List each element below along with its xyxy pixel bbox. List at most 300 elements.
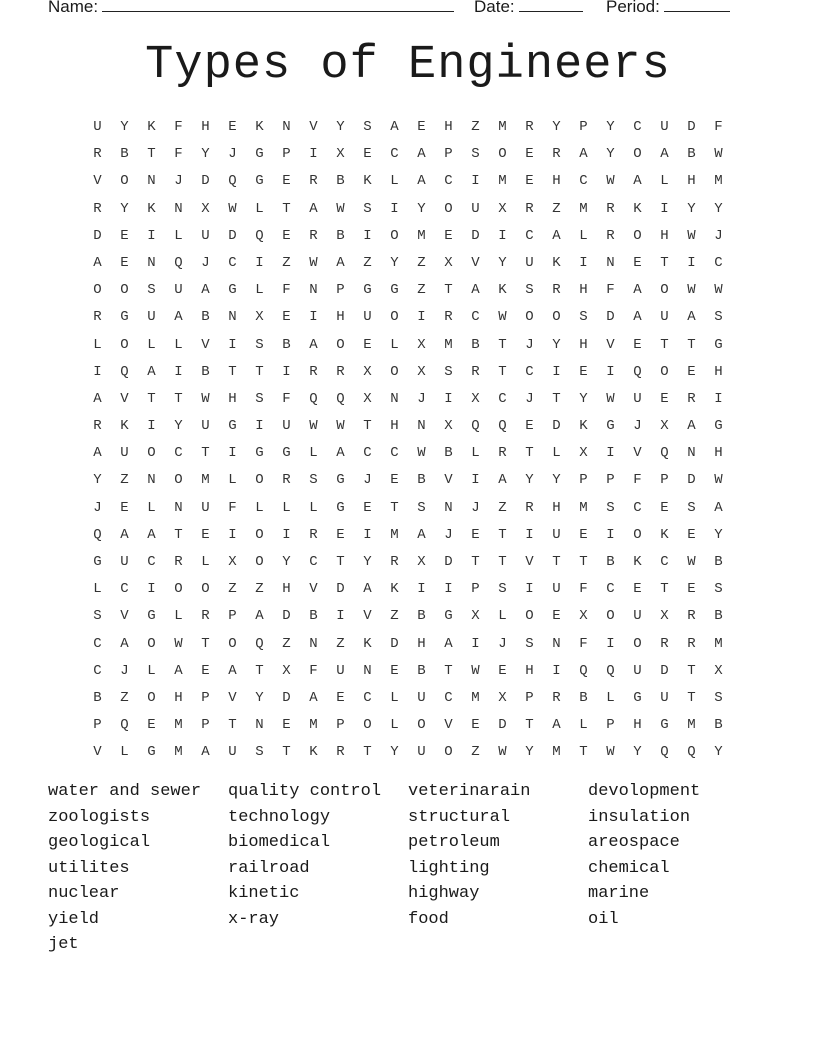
grid-letter[interactable]: C (606, 581, 615, 598)
grid-letter[interactable]: A (498, 472, 507, 489)
grid-letter[interactable]: N (417, 418, 426, 435)
grid-letter[interactable]: L (390, 689, 399, 706)
grid-letter[interactable]: S (471, 146, 480, 163)
grid-letter[interactable]: K (255, 119, 264, 135)
grid-letter[interactable]: S (417, 499, 426, 516)
grid-letter[interactable]: E (390, 662, 399, 679)
grid-letter[interactable]: Z (417, 282, 426, 299)
grid-letter[interactable]: H (579, 282, 588, 299)
grid-letter[interactable]: T (174, 526, 183, 543)
grid-letter[interactable]: L (174, 227, 183, 244)
grid-letter[interactable]: S (444, 363, 453, 380)
grid-letter[interactable]: E (579, 363, 588, 380)
grid-letter[interactable]: O (444, 744, 453, 761)
grid-letter[interactable]: U (228, 744, 237, 761)
grid-letter[interactable]: W (201, 390, 210, 407)
grid-letter[interactable]: Y (336, 119, 345, 135)
grid-letter[interactable]: V (309, 581, 318, 598)
grid-letter[interactable]: U (525, 254, 534, 271)
grid-letter[interactable]: Y (120, 200, 129, 217)
grid-letter[interactable]: W (174, 635, 183, 652)
grid-letter[interactable]: Q (579, 662, 588, 679)
grid-letter[interactable]: M (444, 336, 453, 353)
grid-letter[interactable]: B (201, 309, 210, 326)
grid-letter[interactable]: U (201, 418, 210, 435)
grid-letter[interactable]: M (309, 717, 318, 734)
grid-letter[interactable]: L (120, 744, 129, 761)
grid-letter[interactable]: U (282, 418, 291, 435)
grid-letter[interactable]: V (525, 554, 534, 570)
grid-letter[interactable]: X (363, 390, 372, 407)
grid-letter[interactable]: J (174, 173, 183, 190)
grid-letter[interactable]: R (174, 554, 183, 570)
grid-letter[interactable]: B (120, 146, 129, 163)
grid-letter[interactable]: C (174, 445, 183, 462)
grid-letter[interactable]: O (606, 608, 615, 625)
grid-letter[interactable]: C (93, 635, 102, 652)
grid-letter[interactable]: I (147, 227, 156, 244)
grid-letter[interactable]: I (363, 526, 372, 543)
grid-letter[interactable]: O (255, 554, 264, 570)
grid-letter[interactable]: E (201, 526, 210, 543)
grid-letter[interactable]: D (552, 418, 561, 435)
grid-letter[interactable]: A (633, 173, 642, 190)
grid-letter[interactable]: A (660, 146, 669, 163)
grid-letter[interactable]: K (309, 744, 318, 761)
grid-letter[interactable]: I (606, 635, 615, 652)
grid-letter[interactable]: A (93, 254, 102, 271)
grid-letter[interactable]: K (633, 200, 642, 217)
grid-letter[interactable]: A (336, 445, 345, 462)
grid-letter[interactable]: T (147, 146, 156, 163)
grid-letter[interactable]: I (363, 227, 372, 244)
grid-letter[interactable]: G (660, 717, 669, 734)
grid-letter[interactable]: J (525, 336, 534, 353)
grid-letter[interactable]: I (282, 363, 291, 380)
grid-letter[interactable]: Y (120, 119, 129, 135)
grid-letter[interactable]: I (606, 363, 615, 380)
grid-letter[interactable]: R (552, 146, 561, 163)
grid-letter[interactable]: B (471, 336, 480, 353)
grid-letter[interactable]: B (201, 363, 210, 380)
grid-letter[interactable]: G (444, 608, 453, 625)
grid-letter[interactable]: E (660, 390, 669, 407)
grid-letter[interactable]: N (552, 635, 561, 652)
grid-letter[interactable]: E (498, 662, 507, 679)
grid-letter[interactable]: A (363, 581, 372, 598)
grid-letter[interactable]: C (309, 554, 318, 570)
grid-letter[interactable]: I (606, 445, 615, 462)
grid-letter[interactable]: R (552, 689, 561, 706)
grid-letter[interactable]: Q (498, 418, 507, 435)
grid-letter[interactable]: C (660, 554, 669, 570)
grid-letter[interactable]: H (660, 227, 669, 244)
grid-letter[interactable]: I (417, 309, 426, 326)
grid-letter[interactable]: Y (525, 472, 534, 489)
grid-letter[interactable]: S (147, 282, 156, 299)
grid-letter[interactable]: D (444, 554, 453, 570)
grid-letter[interactable]: G (228, 282, 237, 299)
grid-letter[interactable]: F (606, 282, 615, 299)
grid-letter[interactable]: L (255, 282, 264, 299)
grid-letter[interactable]: A (174, 662, 183, 679)
grid-letter[interactable]: E (633, 254, 642, 271)
grid-letter[interactable]: E (120, 254, 129, 271)
grid-letter[interactable]: C (444, 173, 453, 190)
grid-letter[interactable]: N (147, 254, 156, 271)
grid-letter[interactable]: L (606, 689, 615, 706)
grid-letter[interactable]: Y (714, 200, 723, 217)
grid-letter[interactable]: U (174, 282, 183, 299)
grid-letter[interactable]: X (417, 363, 426, 380)
grid-letter[interactable]: Y (606, 146, 615, 163)
grid-letter[interactable]: I (444, 390, 453, 407)
grid-letter[interactable]: N (228, 309, 237, 326)
grid-letter[interactable]: E (471, 526, 480, 543)
grid-letter[interactable]: E (336, 689, 345, 706)
grid-letter[interactable]: A (471, 282, 480, 299)
grid-letter[interactable]: H (336, 309, 345, 326)
grid-letter[interactable]: O (120, 282, 129, 299)
grid-letter[interactable]: I (525, 581, 534, 598)
grid-letter[interactable]: O (147, 689, 156, 706)
grid-letter[interactable]: A (579, 146, 588, 163)
grid-letter[interactable]: R (93, 200, 102, 217)
grid-letter[interactable]: E (363, 336, 372, 353)
grid-letter[interactable]: D (93, 227, 102, 244)
grid-letter[interactable]: P (336, 717, 345, 734)
period-blank[interactable] (664, 0, 730, 12)
grid-letter[interactable]: E (120, 227, 129, 244)
grid-letter[interactable]: B (309, 608, 318, 625)
grid-letter[interactable]: U (633, 662, 642, 679)
grid-letter[interactable]: Z (120, 689, 129, 706)
grid-letter[interactable]: E (579, 526, 588, 543)
grid-letter[interactable]: H (552, 499, 561, 516)
grid-letter[interactable]: I (552, 662, 561, 679)
grid-letter[interactable]: B (444, 445, 453, 462)
grid-letter[interactable]: P (201, 689, 210, 706)
grid-letter[interactable]: K (147, 119, 156, 135)
grid-letter[interactable]: W (336, 200, 345, 217)
grid-letter[interactable]: R (93, 146, 102, 163)
grid-letter[interactable]: D (687, 472, 696, 489)
grid-letter[interactable]: O (201, 581, 210, 598)
grid-letter[interactable]: N (606, 254, 615, 271)
grid-letter[interactable]: G (147, 744, 156, 761)
grid-letter[interactable]: F (174, 146, 183, 163)
grid-letter[interactable]: E (660, 499, 669, 516)
grid-letter[interactable]: U (660, 119, 669, 135)
grid-letter[interactable]: R (282, 472, 291, 489)
date-blank[interactable] (519, 0, 583, 12)
grid-letter[interactable]: Y (417, 200, 426, 217)
grid-letter[interactable]: A (201, 282, 210, 299)
grid-letter[interactable]: S (363, 200, 372, 217)
grid-letter[interactable]: M (390, 526, 399, 543)
grid-letter[interactable]: H (714, 445, 723, 462)
grid-letter[interactable]: T (390, 499, 399, 516)
grid-letter[interactable]: O (174, 472, 183, 489)
grid-letter[interactable]: G (228, 418, 237, 435)
grid-letter[interactable]: G (336, 499, 345, 516)
grid-letter[interactable]: B (417, 662, 426, 679)
grid-letter[interactable]: X (417, 336, 426, 353)
grid-letter[interactable]: A (201, 744, 210, 761)
grid-letter[interactable]: N (147, 472, 156, 489)
grid-letter[interactable]: R (309, 227, 318, 244)
grid-letter[interactable]: I (471, 472, 480, 489)
grid-letter[interactable]: R (498, 445, 507, 462)
grid-letter[interactable]: A (93, 390, 102, 407)
grid-letter[interactable]: G (147, 608, 156, 625)
grid-letter[interactable]: N (309, 635, 318, 652)
grid-letter[interactable]: M (714, 173, 723, 190)
grid-letter[interactable]: T (660, 254, 669, 271)
grid-letter[interactable]: E (552, 608, 561, 625)
grid-letter[interactable]: G (282, 445, 291, 462)
grid-letter[interactable]: R (471, 363, 480, 380)
grid-letter[interactable]: U (417, 689, 426, 706)
grid-letter[interactable]: O (147, 635, 156, 652)
grid-letter[interactable]: O (633, 635, 642, 652)
grid-letter[interactable]: J (93, 499, 102, 516)
grid-letter[interactable]: X (498, 689, 507, 706)
grid-letter[interactable]: D (201, 173, 210, 190)
grid-letter[interactable]: J (444, 526, 453, 543)
grid-letter[interactable]: T (336, 554, 345, 570)
grid-letter[interactable]: U (633, 390, 642, 407)
grid-letter[interactable]: C (390, 146, 399, 163)
grid-letter[interactable]: T (363, 744, 372, 761)
grid-letter[interactable]: C (633, 119, 642, 135)
grid-letter[interactable]: Z (120, 472, 129, 489)
grid-letter[interactable]: X (255, 309, 264, 326)
grid-letter[interactable]: I (606, 526, 615, 543)
grid-letter[interactable]: P (444, 146, 453, 163)
grid-letter[interactable]: T (228, 363, 237, 380)
grid-letter[interactable]: Q (120, 717, 129, 734)
grid-letter[interactable]: E (282, 227, 291, 244)
grid-letter[interactable]: Z (498, 499, 507, 516)
grid-letter[interactable]: G (606, 418, 615, 435)
grid-letter[interactable]: A (390, 119, 399, 135)
grid-letter[interactable]: I (417, 581, 426, 598)
grid-letter[interactable]: U (471, 200, 480, 217)
grid-letter[interactable]: C (444, 689, 453, 706)
grid-letter[interactable]: O (120, 336, 129, 353)
grid-letter[interactable]: D (606, 309, 615, 326)
grid-letter[interactable]: U (93, 119, 102, 135)
grid-letter[interactable]: H (552, 173, 561, 190)
grid-letter[interactable]: M (498, 173, 507, 190)
grid-letter[interactable]: U (120, 554, 129, 570)
grid-letter[interactable]: I (714, 390, 723, 407)
grid-letter[interactable]: O (120, 173, 129, 190)
grid-letter[interactable]: W (336, 418, 345, 435)
grid-letter[interactable]: C (390, 445, 399, 462)
grid-letter[interactable]: C (525, 227, 534, 244)
grid-letter[interactable]: T (552, 554, 561, 570)
grid-letter[interactable]: T (147, 390, 156, 407)
grid-letter[interactable]: Y (201, 146, 210, 163)
grid-letter[interactable]: A (417, 146, 426, 163)
grid-letter[interactable]: O (660, 363, 669, 380)
grid-letter[interactable]: L (255, 200, 264, 217)
grid-letter[interactable]: O (255, 526, 264, 543)
grid-letter[interactable]: H (201, 119, 210, 135)
grid-letter[interactable]: W (471, 662, 480, 679)
grid-letter[interactable]: I (282, 526, 291, 543)
grid-letter[interactable]: E (525, 173, 534, 190)
grid-letter[interactable]: C (120, 581, 129, 598)
grid-letter[interactable]: K (552, 254, 561, 271)
grid-letter[interactable]: M (498, 119, 507, 135)
grid-letter[interactable]: Y (552, 336, 561, 353)
grid-letter[interactable]: C (363, 445, 372, 462)
grid-letter[interactable]: X (228, 554, 237, 570)
grid-letter[interactable]: R (660, 635, 669, 652)
grid-letter[interactable]: Z (363, 254, 372, 271)
grid-letter[interactable]: Q (336, 390, 345, 407)
grid-letter[interactable]: T (201, 445, 210, 462)
grid-letter[interactable]: M (579, 200, 588, 217)
grid-letter[interactable]: L (282, 499, 291, 516)
grid-letter[interactable]: O (255, 472, 264, 489)
grid-letter[interactable]: Z (282, 254, 291, 271)
grid-letter[interactable]: G (255, 146, 264, 163)
grid-letter[interactable]: B (714, 717, 723, 734)
grid-letter[interactable]: T (228, 717, 237, 734)
grid-letter[interactable]: D (471, 227, 480, 244)
grid-letter[interactable]: R (309, 173, 318, 190)
grid-letter[interactable]: F (228, 499, 237, 516)
grid-letter[interactable]: M (552, 744, 561, 761)
grid-letter[interactable]: U (660, 309, 669, 326)
grid-letter[interactable]: P (606, 717, 615, 734)
grid-letter[interactable]: T (444, 282, 453, 299)
grid-letter[interactable]: P (471, 581, 480, 598)
grid-letter[interactable]: Q (174, 254, 183, 271)
grid-letter[interactable]: F (579, 635, 588, 652)
grid-letter[interactable]: O (363, 717, 372, 734)
grid-letter[interactable]: X (444, 254, 453, 271)
grid-letter[interactable]: N (687, 445, 696, 462)
grid-letter[interactable]: H (390, 418, 399, 435)
grid-letter[interactable]: M (174, 744, 183, 761)
grid-letter[interactable]: O (552, 309, 561, 326)
grid-letter[interactable]: P (93, 717, 102, 734)
grid-letter[interactable]: W (228, 200, 237, 217)
grid-letter[interactable]: K (633, 554, 642, 570)
grid-letter[interactable]: G (363, 282, 372, 299)
grid-letter[interactable]: B (579, 689, 588, 706)
grid-letter[interactable]: W (498, 744, 507, 761)
grid-letter[interactable]: J (525, 390, 534, 407)
grid-letter[interactable]: N (174, 200, 183, 217)
grid-letter[interactable]: M (174, 717, 183, 734)
grid-letter[interactable]: O (174, 581, 183, 598)
grid-letter[interactable]: I (309, 146, 318, 163)
grid-letter[interactable]: Z (417, 254, 426, 271)
grid-letter[interactable]: I (552, 363, 561, 380)
grid-letter[interactable]: V (606, 336, 615, 353)
grid-letter[interactable]: T (498, 363, 507, 380)
grid-letter[interactable]: F (633, 472, 642, 489)
grid-letter[interactable]: H (444, 119, 453, 135)
grid-letter[interactable]: A (174, 309, 183, 326)
grid-letter[interactable]: V (633, 445, 642, 462)
grid-letter[interactable]: X (282, 662, 291, 679)
grid-letter[interactable]: S (309, 472, 318, 489)
grid-letter[interactable]: B (336, 173, 345, 190)
grid-letter[interactable]: W (606, 390, 615, 407)
grid-letter[interactable]: H (417, 635, 426, 652)
grid-letter[interactable]: S (498, 581, 507, 598)
grid-letter[interactable]: L (579, 227, 588, 244)
grid-letter[interactable]: Q (120, 363, 129, 380)
grid-letter[interactable]: L (147, 662, 156, 679)
grid-letter[interactable]: S (579, 309, 588, 326)
grid-letter[interactable]: M (471, 689, 480, 706)
grid-letter[interactable]: E (687, 363, 696, 380)
grid-letter[interactable]: V (201, 336, 210, 353)
grid-letter[interactable]: G (120, 309, 129, 326)
grid-letter[interactable]: Y (93, 472, 102, 489)
grid-letter[interactable]: Z (471, 119, 480, 135)
grid-letter[interactable]: R (336, 744, 345, 761)
grid-letter[interactable]: R (444, 309, 453, 326)
grid-letter[interactable]: G (255, 173, 264, 190)
grid-letter[interactable]: X (660, 418, 669, 435)
grid-letter[interactable]: W (309, 418, 318, 435)
grid-letter[interactable]: A (687, 309, 696, 326)
grid-letter[interactable]: I (498, 227, 507, 244)
grid-letter[interactable]: G (255, 445, 264, 462)
grid-letter[interactable]: A (336, 254, 345, 271)
grid-letter[interactable]: L (147, 499, 156, 516)
grid-letter[interactable]: Q (255, 635, 264, 652)
grid-letter[interactable]: V (120, 608, 129, 625)
grid-letter[interactable]: E (282, 309, 291, 326)
grid-letter[interactable]: A (633, 282, 642, 299)
grid-letter[interactable]: O (93, 282, 102, 299)
grid-letter[interactable]: P (606, 472, 615, 489)
grid-letter[interactable]: Y (714, 744, 723, 761)
grid-letter[interactable]: Y (363, 554, 372, 570)
grid-letter[interactable]: S (255, 390, 264, 407)
grid-letter[interactable]: V (93, 173, 102, 190)
grid-letter[interactable]: K (363, 635, 372, 652)
grid-letter[interactable]: I (660, 200, 669, 217)
grid-letter[interactable]: L (498, 608, 507, 625)
grid-letter[interactable]: W (687, 282, 696, 299)
grid-letter[interactable]: T (552, 390, 561, 407)
grid-letter[interactable]: R (336, 363, 345, 380)
grid-letter[interactable]: O (228, 635, 237, 652)
grid-letter[interactable]: L (390, 336, 399, 353)
grid-letter[interactable]: H (174, 689, 183, 706)
grid-letter[interactable]: S (525, 282, 534, 299)
grid-letter[interactable]: I (147, 581, 156, 598)
grid-letter[interactable]: H (228, 390, 237, 407)
grid-letter[interactable]: Q (660, 744, 669, 761)
grid-letter[interactable]: C (93, 662, 102, 679)
grid-letter[interactable]: M (714, 635, 723, 652)
grid-letter[interactable]: I (228, 445, 237, 462)
grid-letter[interactable]: H (714, 363, 723, 380)
grid-letter[interactable]: B (714, 554, 723, 570)
